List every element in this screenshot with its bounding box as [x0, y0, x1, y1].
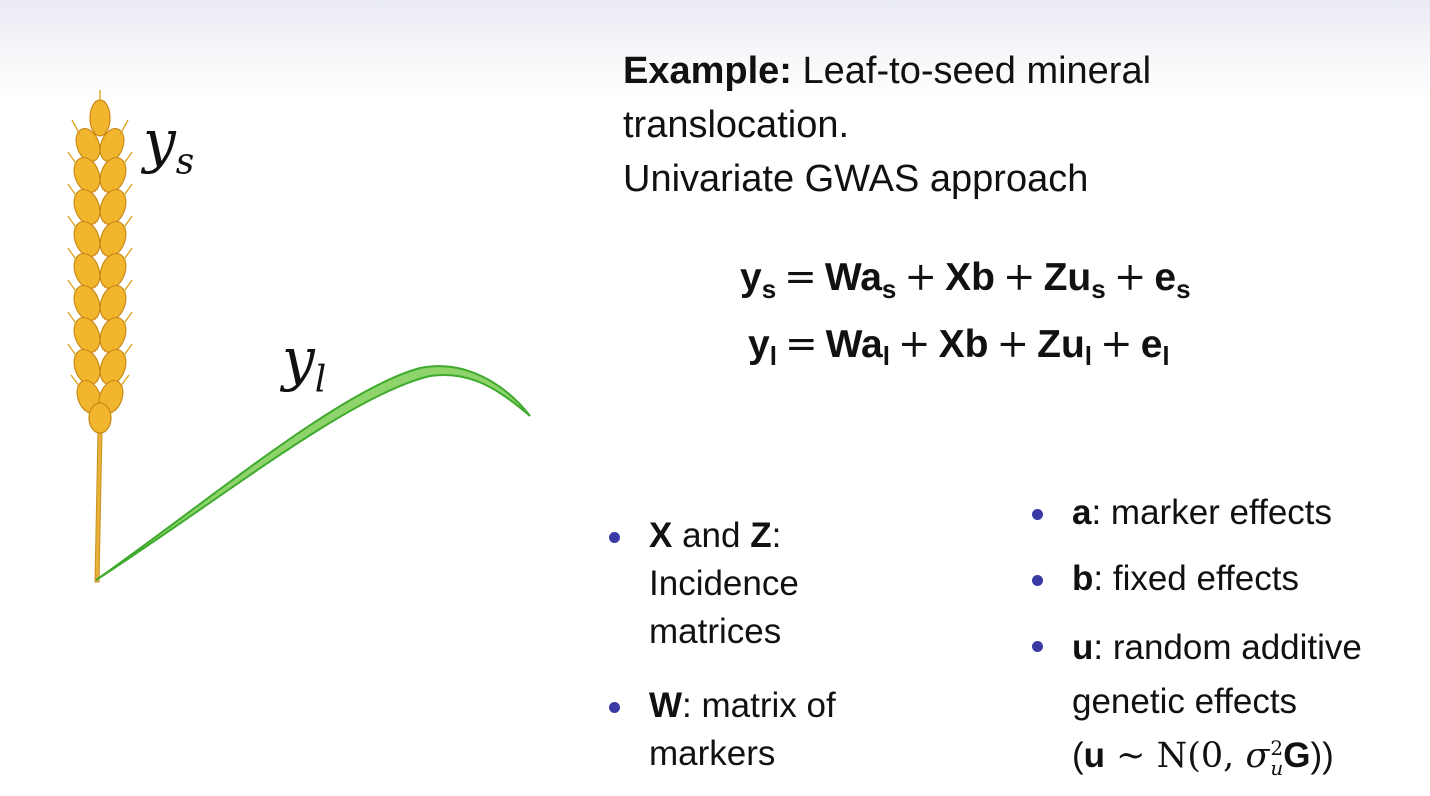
intro-text: [623, 44, 1151, 206]
seed-label: $y_s$: [143, 107, 195, 183]
left-bullet-list: [609, 512, 939, 778]
bullet-markers: W: matrix of markers: [609, 682, 939, 778]
bullet-random-effects: u: random additive genetic effects (u ~ N(0, σ 2 u G)): [1032, 621, 1427, 783]
wheat-ear: [70, 100, 131, 433]
intro-line-1: Example: Leaf-to-seed mineral: [623, 50, 1152, 92]
wheat-stem: [95, 430, 102, 582]
bullet-incidence: X and Z: Incidence matrices: [609, 512, 939, 656]
equation-seed: $y_s = Wa_s + Xb + Zu_s + e_s$: [740, 255, 1191, 304]
right-bullet-list: [1032, 489, 1427, 783]
equation-leaf: $y_l = Wa_l + Xb + Zu_l + e_l$: [748, 322, 1170, 371]
random-effects-formula: (u ~ N(0, σ 2 u G)): [1072, 735, 1334, 780]
intro-line-2: translocation.: [623, 104, 850, 146]
intro-line-3: Univariate GWAS approach: [623, 158, 1089, 200]
bullet-marker-effects: a: marker effects: [1032, 489, 1427, 537]
leaf-label: $y_l$: [282, 325, 327, 401]
bullet-fixed-effects: b: fixed effects: [1032, 555, 1427, 603]
